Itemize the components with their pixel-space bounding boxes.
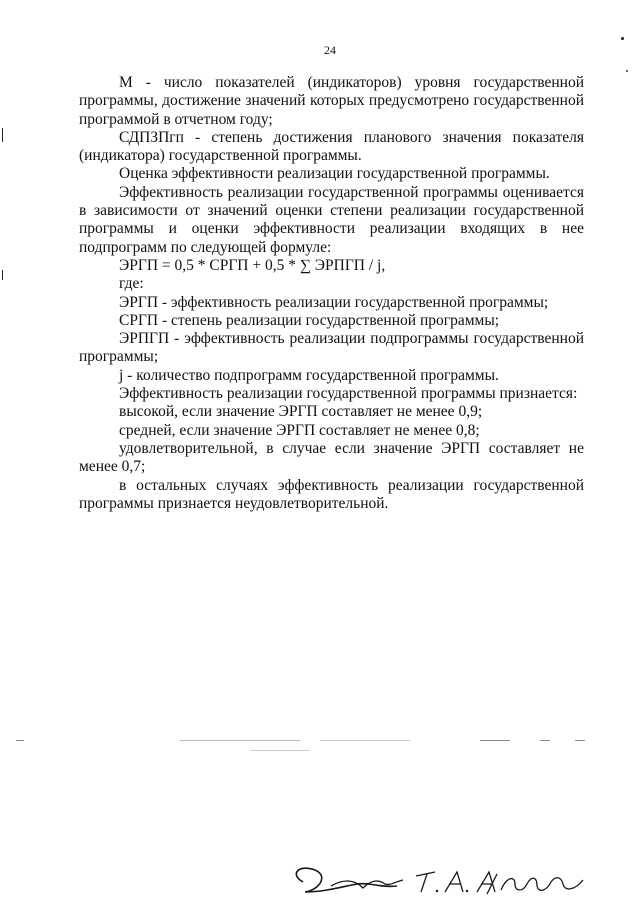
- scan-artifact-line: [575, 740, 585, 741]
- paragraph: где:: [119, 275, 144, 293]
- definition: j - количество подпрограмм государственной программы.: [119, 366, 499, 384]
- definition: СРГП - степень реализации государственной программы;: [119, 311, 500, 329]
- scan-artifact-line: [480, 740, 510, 741]
- criterion: удовлетворительной, в случае если значение ЭРГП составляет не менее 0,7;: [79, 439, 584, 476]
- formula: ЭРГП = 0,5 * СРГП + 0,5 * ∑ ЭРПГП / j,: [119, 256, 386, 274]
- definition: ЭРГП - эффективность реализации государственной программы;: [119, 293, 549, 311]
- document-body: [79, 74, 584, 513]
- scan-speck: [621, 37, 624, 40]
- scan-artifact-line: [180, 740, 300, 741]
- paragraph: М - число показателей (индикаторов) уровня государственной программы, достижение значений которых предусмотрено государственной программой в отчетном году;: [79, 74, 584, 128]
- paragraph: Эффективность реализации государственной программы оценивается в зависимости от значений оценки степени реализации государственной программы и оценки эффективности реализации входящих в нее подпрограмм по следующей формуле:: [79, 183, 584, 256]
- scan-artifact-line: [250, 750, 310, 751]
- criterion: высокой, если значение ЭРГП составляет не менее 0,9;: [119, 403, 483, 421]
- section-heading: Оценка эффективности реализации государственной программы.: [119, 165, 550, 183]
- scan-edge-mark: [2, 270, 3, 280]
- scan-edge-mark: [2, 128, 3, 142]
- paragraph: СДПЗПгп - степень достижения планового значения показателя (индикатора) государственной программы.: [79, 128, 584, 165]
- scan-artifact-line: [16, 740, 24, 741]
- scan-artifact-line: [540, 740, 550, 741]
- definition: ЭРПГП - эффективность реализации подпрограммы государственной программы;: [79, 330, 584, 366]
- criterion: средней, если значение ЭРГП составляет не менее 0,8;: [119, 421, 480, 439]
- scan-artifact-line: [320, 740, 410, 741]
- paragraph: Эффективность реализации государственной программы признается:: [119, 385, 578, 403]
- scan-speck: [626, 70, 628, 72]
- criterion: в остальных случаях эффективность реализации государственной программы признается неудовлетворительной.: [79, 476, 584, 512]
- page-number: 24: [324, 43, 336, 57]
- handwritten-signature: [285, 862, 595, 898]
